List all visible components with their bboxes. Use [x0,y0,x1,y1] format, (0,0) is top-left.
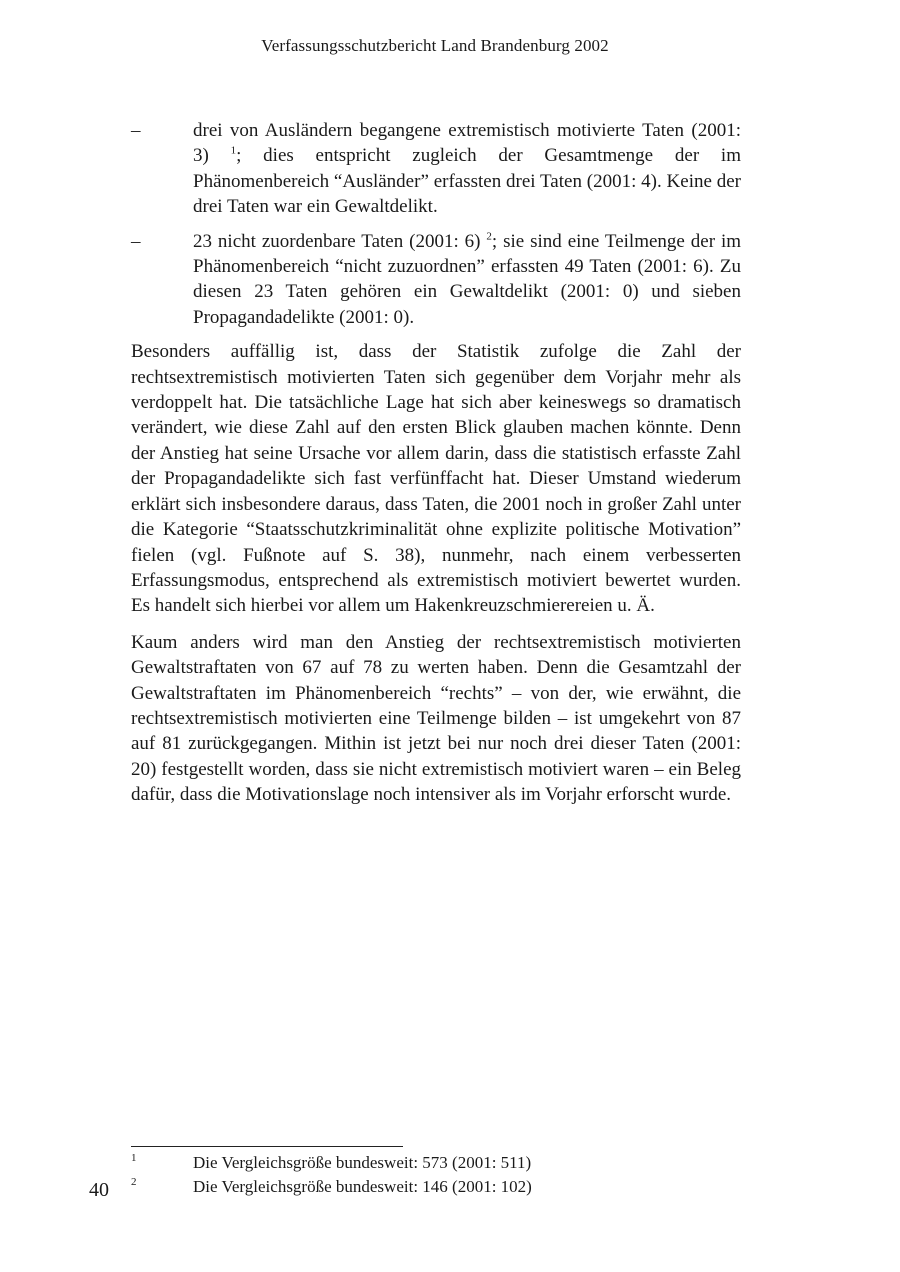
footnote-number: 2 [131,1176,137,1188]
footnote-reference: 2 [486,230,492,243]
list-item-text-end: ; sie sind eine Teilmenge der im Phänomenbereich “nicht zuzuordnen” erfassten 49 Taten (2001: 6). Zu diesen 23 Taten gehören ein Gewaltdelikt (2001: 0) und sieben Propagandadelikte (2001: 0). [193,230,741,328]
list-item [131,229,741,331]
list-marker: – [131,120,141,141]
footnote-text: Die Vergleichsgröße bundesweit: 573 (2001: 511) [193,1153,532,1172]
list-item-text-start: 23 nicht zuordenbare Taten (2001: 6) [193,230,481,252]
footnotes [131,1151,731,1199]
main-content [131,118,741,819]
footnote-divider [131,1146,403,1147]
footnote-number: 1 [131,1152,137,1164]
footnote-text: Die Vergleichsgröße bundesweit: 146 (2001: 102) [193,1177,532,1196]
page-number: 40 [89,1179,109,1201]
body-paragraph: Besonders auffällig ist, dass der Statistik zufolge die Zahl der rechtsextremistisch motivierten Taten sich gegenüber dem Vorjahr mehr als verdoppelt hat. Die tatsächliche Lage hat sich aber keineswegs so dramatisch verändert, wie diese Zahl auf den ersten Blick glauben machen könnte. Denn der Anstieg hat seine Ursache vor allem darin, dass die statistisch erfasste Zahl der Propagandadelikte sich fast verfünffacht hat. Dieser Umstand wiederum erklärt sich insbesondere daraus, dass Taten, die 2001 noch in großer Zahl unter die Kategorie “Staatsschutzkriminalität ohne explizite politische Motivation” fielen (vgl. Fußnote auf S. 38), nunmehr, nach einem verbesserten Erfassungsmodus, entsprechend als extremistisch motiviert bewertet wurden. Es handelt sich hierbei vor allem um Hakenkreuzschmierereien u. Ä. [131,341,741,617]
list-item-text-end: ; dies entspricht zugleich der Gesamtmenge der im Phänomenbereich “Ausländer” erfassten drei Taten (2001: 4). Keine der drei Taten war ein Gewaltdelikt. [193,145,741,218]
list-item [131,118,741,220]
footnote [131,1175,731,1199]
running-header: Verfassungsschutzbericht Land Brandenburg 2002 [261,36,609,55]
body-paragraph: Kaum anders wird man den Anstieg der rechtsextremistisch motivierten Gewaltstraftaten von 67 auf 78 zu werten haben. Denn die Gesamtzahl der Gewaltstraftaten im Phänomenbereich “rechts” – von der, wie erwähnt, die rechtsextremistisch motivierten eine Teilmenge bilden – ist umgekehrt von 87 auf 81 zurückgegangen. Mithin ist jetzt bei nur noch drei dieser Taten (2001: 20) festgestellt worden, dass sie nicht extremistisch motiviert waren – ein Beleg dafür, dass die Motivationslage noch intensiver als im Vorjahr erforscht wurde. [131,631,741,806]
list-item-text [193,229,741,331]
footnote-reference: 1 [230,145,237,158]
footnote [131,1151,731,1175]
list-marker: – [131,230,141,252]
list-item-text [193,118,741,220]
list-item-text-start: drei von Ausländern begangene extremistisch motivierte Taten (2001: 3) [193,120,741,167]
